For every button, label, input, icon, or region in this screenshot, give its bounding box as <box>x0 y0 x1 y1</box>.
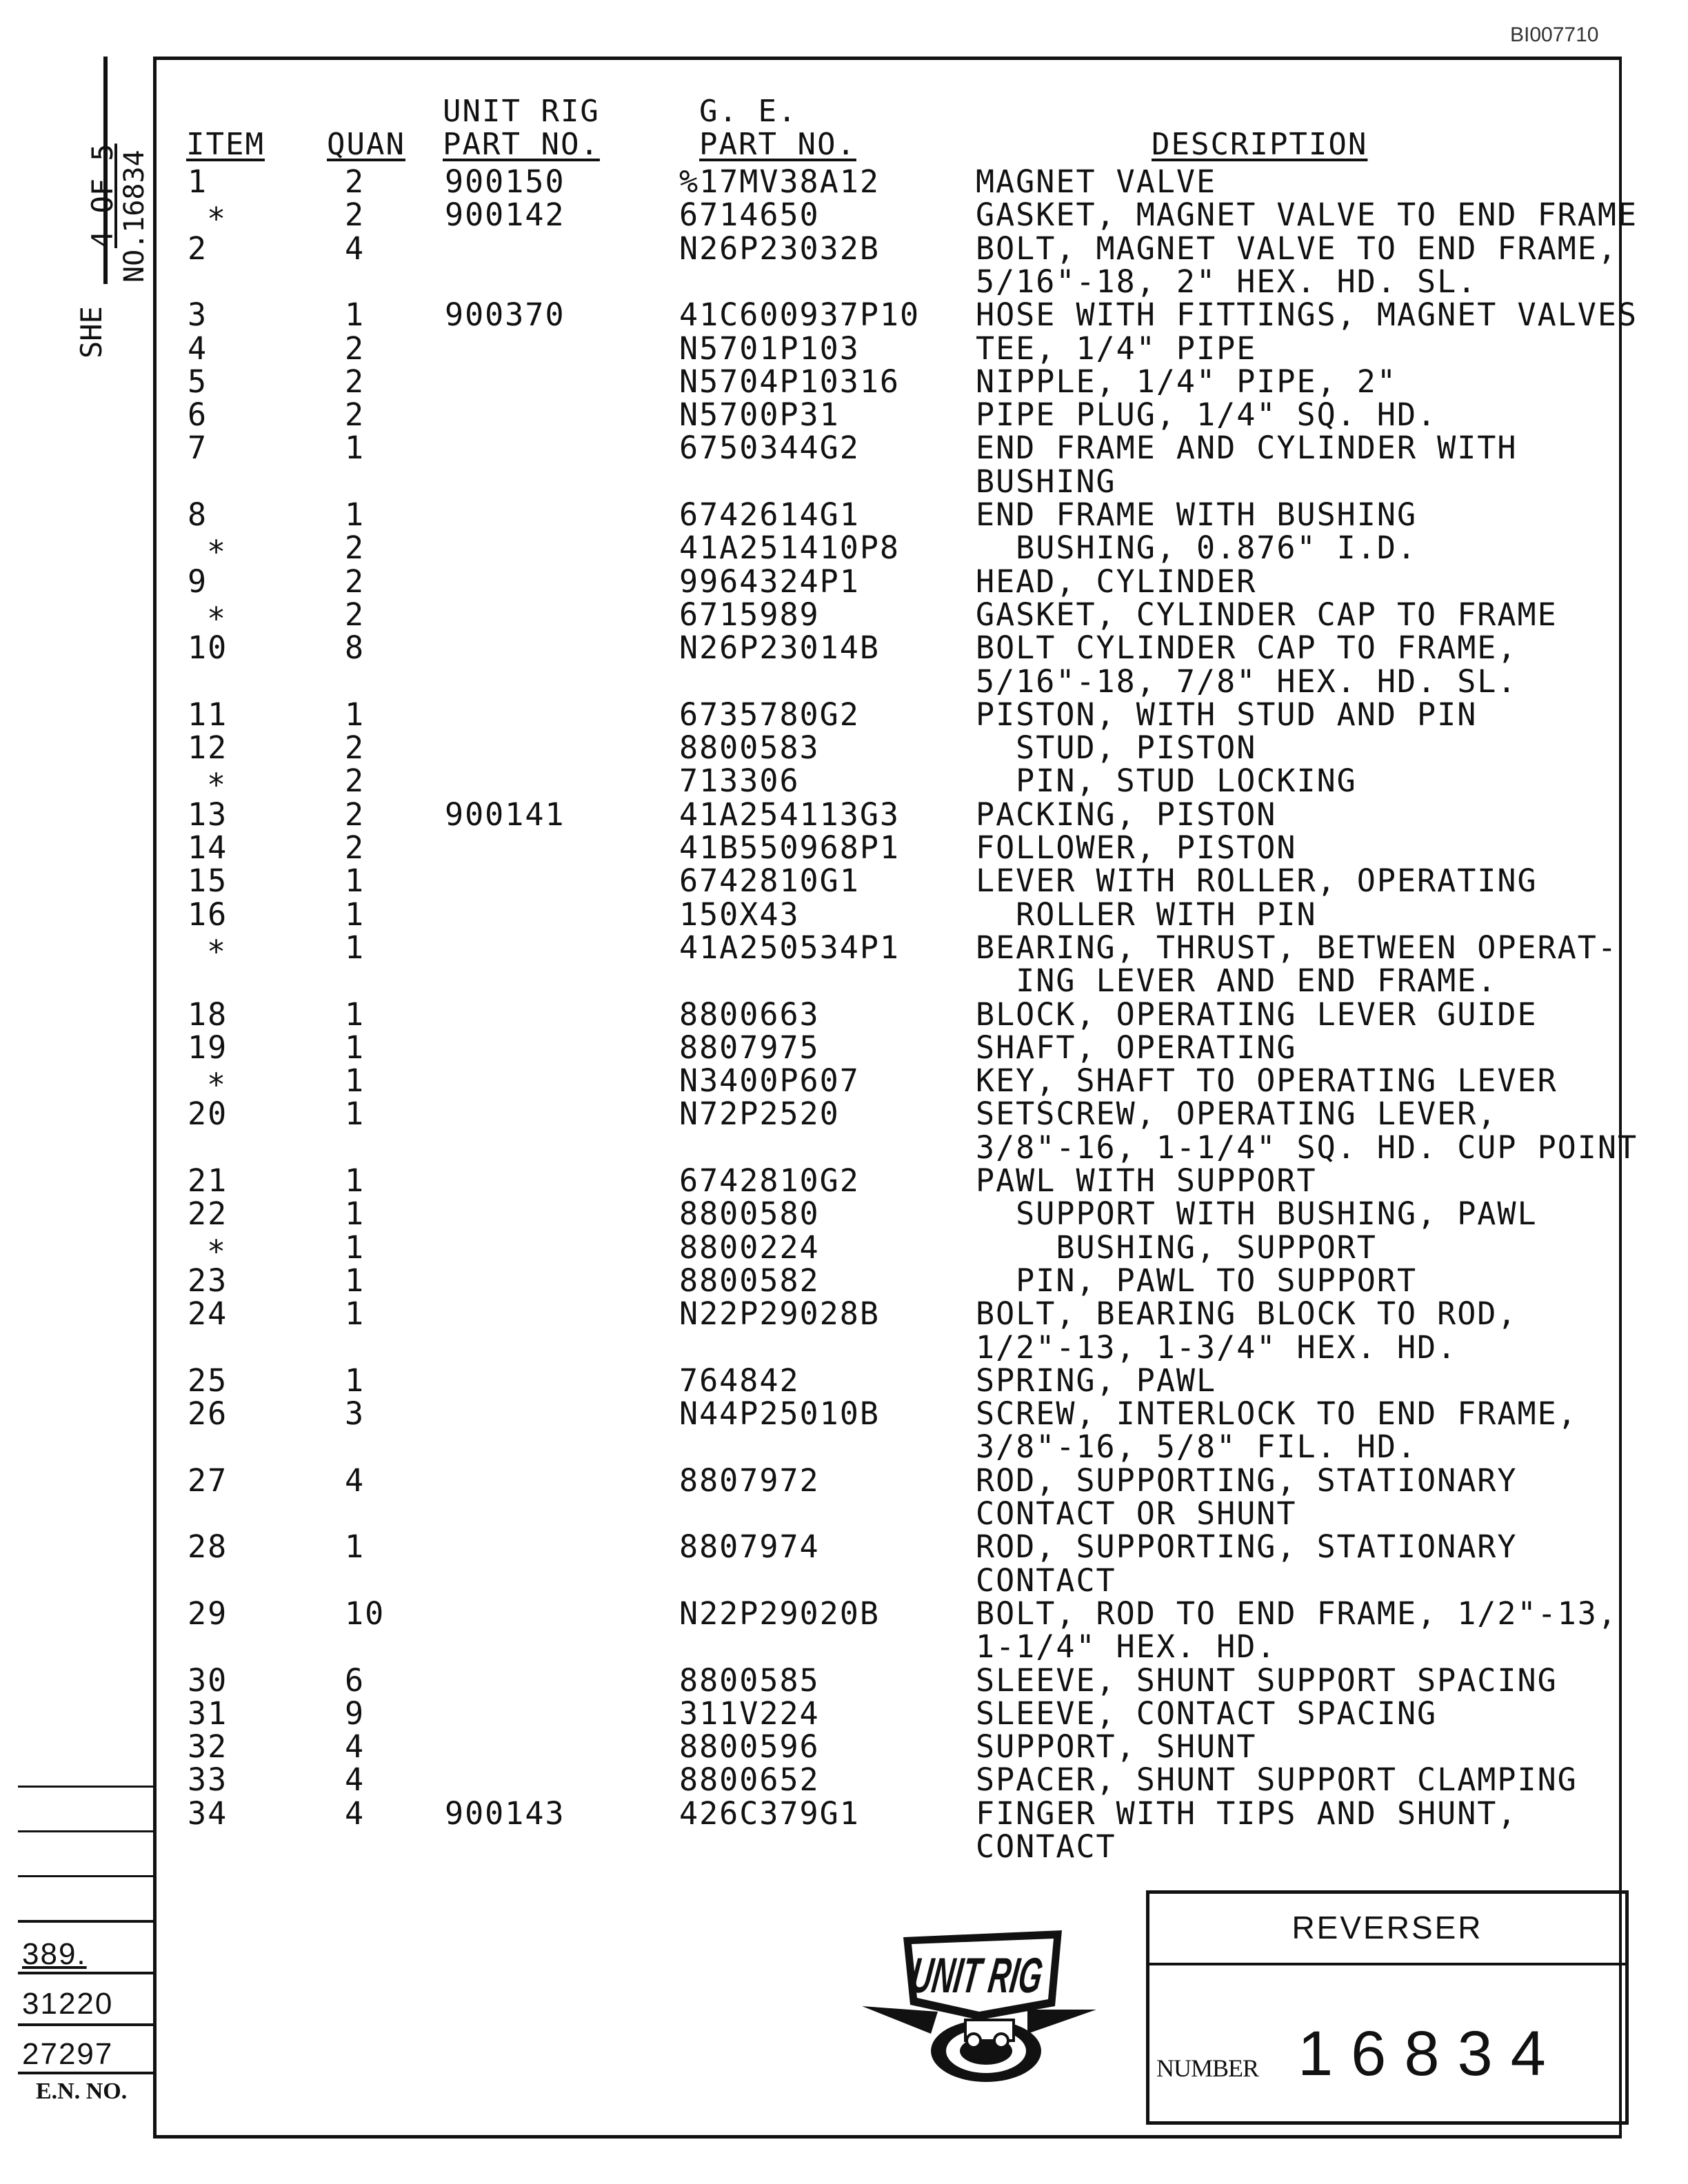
en-line-2 <box>18 1830 153 1832</box>
item-number: 32 <box>188 1728 228 1766</box>
description-line: SUPPORT WITH BUSHING, PAWL <box>976 1195 1538 1233</box>
item-number: 25 <box>188 1362 228 1399</box>
description-line: MAGNET VALVE <box>976 163 1217 200</box>
en-number: 389. <box>22 1937 87 1971</box>
en-line-4 <box>18 1920 153 1923</box>
description-line: CONTACT OR SHUNT <box>976 1495 1297 1532</box>
quantity: 1 <box>345 1095 365 1133</box>
ge-part-number: N3400P607 <box>679 1062 860 1100</box>
quantity: 4 <box>345 230 365 267</box>
description-line: BUSHING, SUPPORT <box>976 1228 1377 1266</box>
description-line: SLEEVE, SHUNT SUPPORT SPACING <box>976 1661 1558 1699</box>
ge-part-number: 8800652 <box>679 1761 820 1799</box>
item-number: 28 <box>188 1528 228 1566</box>
item-number: 23 <box>188 1262 228 1299</box>
ge-part-number: N72P2520 <box>679 1095 840 1133</box>
unit-rig-part-number: 900143 <box>445 1794 565 1832</box>
ge-part-number: 6742810G2 <box>679 1162 860 1199</box>
header-unit-rig-part-no: PART NO. <box>443 127 600 162</box>
quantity: 4 <box>345 1794 365 1832</box>
description-line: SPACER, SHUNT SUPPORT CLAMPING <box>976 1761 1578 1799</box>
header-description: DESCRIPTION <box>1152 127 1368 162</box>
description-line: SCREW, INTERLOCK TO END FRAME, <box>976 1395 1578 1433</box>
item-number: 13 <box>188 796 228 833</box>
item-number: 9 <box>188 563 208 600</box>
unit-rig-part-number: 900370 <box>445 296 565 334</box>
description-line: SLEEVE, CONTACT SPACING <box>976 1695 1438 1732</box>
header-quan: QUAN <box>327 127 405 162</box>
description-line: ROD, SUPPORTING, STATIONARY <box>976 1528 1518 1566</box>
item-number: 27 <box>188 1462 228 1499</box>
quantity: 6 <box>345 1661 365 1699</box>
quantity: 3 <box>345 1395 365 1433</box>
quantity: 1 <box>345 296 365 334</box>
ge-part-number: 41C600937P10 <box>679 296 921 334</box>
description-line: ROLLER WITH PIN <box>976 896 1317 933</box>
number-label: NUMBER <box>1156 2054 1259 2082</box>
ge-part-number: 6742614G1 <box>679 496 860 533</box>
item-number: 22 <box>188 1195 228 1233</box>
quantity: 1 <box>345 995 365 1033</box>
description-line: NIPPLE, 1/4" PIPE, 2" <box>976 363 1397 400</box>
description-line: KEY, SHAFT TO OPERATING LEVER <box>976 1062 1558 1100</box>
ge-part-number: 8807974 <box>679 1528 820 1566</box>
quantity: 8 <box>345 629 365 667</box>
item-number: * <box>207 1066 228 1104</box>
header-item: ITEM <box>186 127 265 162</box>
item-number: 1 <box>188 163 208 200</box>
quantity: 2 <box>345 363 365 400</box>
description-line: PAWL WITH SUPPORT <box>976 1162 1317 1199</box>
item-number: 5 <box>188 363 208 400</box>
description-line: PISTON, WITH STUD AND PIN <box>976 696 1478 733</box>
item-number: 19 <box>188 1029 228 1066</box>
quantity: 2 <box>345 596 365 633</box>
item-number: 16 <box>188 896 228 933</box>
item-number: 34 <box>188 1794 228 1832</box>
description-line: ING LEVER AND END FRAME. <box>976 962 1498 1000</box>
description-line: 3/8"-16, 1-1/4" SQ. HD. CUP POINT <box>976 1129 1638 1166</box>
item-number: 2 <box>188 230 208 267</box>
quantity: 2 <box>345 529 365 567</box>
ge-part-number: 8800582 <box>679 1262 820 1299</box>
ge-part-number: 8800580 <box>679 1195 820 1233</box>
ge-part-number: 764842 <box>679 1362 800 1399</box>
description-line: BOLT, MAGNET VALVE TO END FRAME, <box>976 230 1618 267</box>
ge-part-number: 6735780G2 <box>679 696 860 733</box>
ge-part-number: 8800596 <box>679 1728 820 1766</box>
item-number: 20 <box>188 1095 228 1133</box>
en-number: 31220 <box>22 1987 114 2021</box>
quantity: 9 <box>345 1695 365 1732</box>
description-line: SUPPORT, SHUNT <box>976 1728 1257 1766</box>
item-number: 26 <box>188 1395 228 1433</box>
description-line: END FRAME AND CYLINDER WITH <box>976 429 1518 467</box>
ge-part-number: 9964324P1 <box>679 563 860 600</box>
quantity: 1 <box>345 1362 365 1399</box>
item-number: 33 <box>188 1761 228 1799</box>
quantity: 1 <box>345 1195 365 1233</box>
document-id: BI007710 <box>1510 23 1599 46</box>
description-line: STUD, PISTON <box>976 729 1257 767</box>
description-line: ROD, SUPPORTING, STATIONARY <box>976 1462 1518 1499</box>
sheet-prefix: SHE <box>74 306 108 358</box>
description-line: PIN, STUD LOCKING <box>976 762 1357 800</box>
item-number: * <box>207 933 228 970</box>
quantity: 1 <box>345 896 365 933</box>
header-ge-part-no: PART NO. <box>699 127 856 162</box>
quantity: 2 <box>345 563 365 600</box>
ge-part-number: 8800663 <box>679 995 820 1033</box>
description-line: BLOCK, OPERATING LEVER GUIDE <box>976 995 1538 1033</box>
description-line: CONTACT <box>976 1828 1116 1865</box>
ge-part-number: 6714650 <box>679 196 820 234</box>
quantity: 1 <box>345 1062 365 1100</box>
unit-rig-part-number: 900150 <box>445 163 565 200</box>
item-number: 7 <box>188 429 208 467</box>
ge-part-number: %17MV38A12 <box>679 163 880 200</box>
quantity: 2 <box>345 163 365 200</box>
item-number: * <box>207 534 228 571</box>
ge-part-number: 41A254113G3 <box>679 796 901 833</box>
quantity: 4 <box>345 1728 365 1766</box>
ge-part-number: 6742810G1 <box>679 862 860 900</box>
quantity: 1 <box>345 496 365 533</box>
en-line-6 <box>18 2023 153 2026</box>
item-number: 12 <box>188 729 228 767</box>
description-line: END FRAME WITH BUSHING <box>976 496 1418 533</box>
item-number: 14 <box>188 829 228 866</box>
quantity: 2 <box>345 396 365 434</box>
quantity: 1 <box>345 862 365 900</box>
description-line: GASKET, CYLINDER CAP TO FRAME <box>976 596 1558 633</box>
ge-part-number: N22P29028B <box>679 1295 880 1333</box>
quantity: 2 <box>345 330 365 367</box>
ge-part-number: N5701P103 <box>679 330 860 367</box>
description-line: BEARING, THRUST, BETWEEN OPERAT- <box>976 929 1618 966</box>
header-unit-rig: UNIT RIG <box>443 94 600 129</box>
ge-part-number: 41A250534P1 <box>679 929 901 966</box>
quantity: 1 <box>345 1295 365 1333</box>
en-line-3 <box>18 1875 153 1877</box>
en-number: 27297 <box>22 2037 114 2071</box>
quantity: 2 <box>345 762 365 800</box>
title-divider <box>1149 1963 1625 1965</box>
en-line-top <box>18 1786 153 1788</box>
item-number: 18 <box>188 995 228 1033</box>
ge-part-number: 6750344G2 <box>679 429 860 467</box>
quantity: 1 <box>345 929 365 966</box>
item-number: 21 <box>188 1162 228 1199</box>
quantity: 1 <box>345 429 365 467</box>
description-line: BOLT, ROD TO END FRAME, 1/2"-13, <box>976 1595 1618 1632</box>
item-number: * <box>207 600 228 637</box>
description-line: GASKET, MAGNET VALVE TO END FRAME <box>976 196 1638 234</box>
quantity: 2 <box>345 829 365 866</box>
quantity: 1 <box>345 1029 365 1066</box>
unit-rig-part-number: 900141 <box>445 796 565 833</box>
ge-part-number: 311V224 <box>679 1695 820 1732</box>
description-line: HOSE WITH FITTINGS, MAGNET VALVES <box>976 296 1638 334</box>
number-value: 16834 <box>1298 2019 1564 2089</box>
description-line: SETSCREW, OPERATING LEVER, <box>976 1095 1498 1133</box>
ge-part-number: N5700P31 <box>679 396 840 434</box>
description-line: TEE, 1/4" PIPE <box>976 330 1257 367</box>
quantity: 2 <box>345 729 365 767</box>
item-number: 4 <box>188 330 208 367</box>
ge-part-number: N44P25010B <box>679 1395 880 1433</box>
unit-rig-part-number: 900142 <box>445 196 565 234</box>
ge-part-number: 41B550968P1 <box>679 829 901 866</box>
ge-part-number: N26P23032B <box>679 230 880 267</box>
quantity: 1 <box>345 1262 365 1299</box>
description-line: PIN, PAWL TO SUPPORT <box>976 1262 1418 1299</box>
quantity: 1 <box>345 1228 365 1266</box>
description-line: HEAD, CYLINDER <box>976 563 1257 600</box>
item-number: 15 <box>188 862 228 900</box>
item-number: 29 <box>188 1595 228 1632</box>
item-number: 3 <box>188 296 208 334</box>
item-number: 30 <box>188 1661 228 1699</box>
item-number: 31 <box>188 1695 228 1732</box>
logo-text: UNIT RIG <box>907 1948 1133 2003</box>
description-line: BOLT CYLINDER CAP TO FRAME, <box>976 629 1518 667</box>
sheet-number-label: NO.16834 <box>119 150 150 283</box>
description-line: 1/2"-13, 1-3/4" HEX. HD. <box>976 1328 1458 1366</box>
ge-part-number: 8800224 <box>679 1228 820 1266</box>
description-line: 3/8"-16, 5/8" FIL. HD. <box>976 1428 1418 1466</box>
ge-part-number: 8800583 <box>679 729 820 767</box>
description-line: 5/16"-18, 2" HEX. HD. SL. <box>976 263 1478 300</box>
item-number: 24 <box>188 1295 228 1333</box>
quantity: 1 <box>345 1162 365 1199</box>
ge-part-number: 713306 <box>679 762 800 800</box>
ge-part-number: 150X43 <box>679 896 800 933</box>
ge-part-number: 6715989 <box>679 596 820 633</box>
description-line: SHAFT, OPERATING <box>976 1029 1297 1066</box>
en-line-5 <box>18 1972 153 1974</box>
item-number: 11 <box>188 696 228 733</box>
item-number: 10 <box>188 629 228 667</box>
quantity: 2 <box>345 196 365 234</box>
title-block <box>1146 1890 1629 2125</box>
ge-part-number: N22P29020B <box>679 1595 880 1632</box>
sheet-of-label: 4 OF 5 <box>86 143 119 248</box>
description-line: FOLLOWER, PISTON <box>976 829 1297 866</box>
quantity: 4 <box>345 1462 365 1499</box>
item-number: * <box>207 767 228 804</box>
quantity: 2 <box>345 796 365 833</box>
en-line-7 <box>18 2072 153 2074</box>
ge-part-number: N26P23014B <box>679 629 880 667</box>
ge-part-number: 8800585 <box>679 1661 820 1699</box>
description-line: BOLT, BEARING BLOCK TO ROD, <box>976 1295 1518 1333</box>
ge-part-number: 8807975 <box>679 1029 820 1066</box>
description-line: PIPE PLUG, 1/4" SQ. HD. <box>976 396 1438 434</box>
quantity: 4 <box>345 1761 365 1799</box>
quantity: 1 <box>345 696 365 733</box>
item-number: * <box>207 1233 228 1270</box>
description-line: LEVER WITH ROLLER, OPERATING <box>976 862 1538 900</box>
title-text: REVERSER <box>1292 1910 1483 1945</box>
item-number: 6 <box>188 396 208 434</box>
description-line: FINGER WITH TIPS AND SHUNT, <box>976 1794 1518 1832</box>
header-ge: G. E. <box>699 94 798 129</box>
description-line: CONTACT <box>976 1561 1116 1599</box>
description-line: PACKING, PISTON <box>976 796 1277 833</box>
description-line: BUSHING <box>976 463 1116 500</box>
en-label: E.N. NO. <box>36 2079 128 2104</box>
description-line: BUSHING, 0.876" I.D. <box>976 529 1418 567</box>
ge-part-number: 426C379G1 <box>679 1794 860 1832</box>
description-line: 1-1/4" HEX. HD. <box>976 1628 1277 1666</box>
ge-part-number: 8807972 <box>679 1462 820 1499</box>
item-number: * <box>207 201 228 238</box>
unit-rig-logo-icon <box>855 1923 1133 2089</box>
description-line: 5/16"-18, 7/8" HEX. HD. SL. <box>976 663 1518 700</box>
quantity: 10 <box>345 1595 385 1632</box>
item-number: 8 <box>188 496 208 533</box>
description-line: SPRING, PAWL <box>976 1362 1217 1399</box>
ge-part-number: 41A251410P8 <box>679 529 901 567</box>
ge-part-number: N5704P10316 <box>679 363 901 400</box>
quantity: 1 <box>345 1528 365 1566</box>
